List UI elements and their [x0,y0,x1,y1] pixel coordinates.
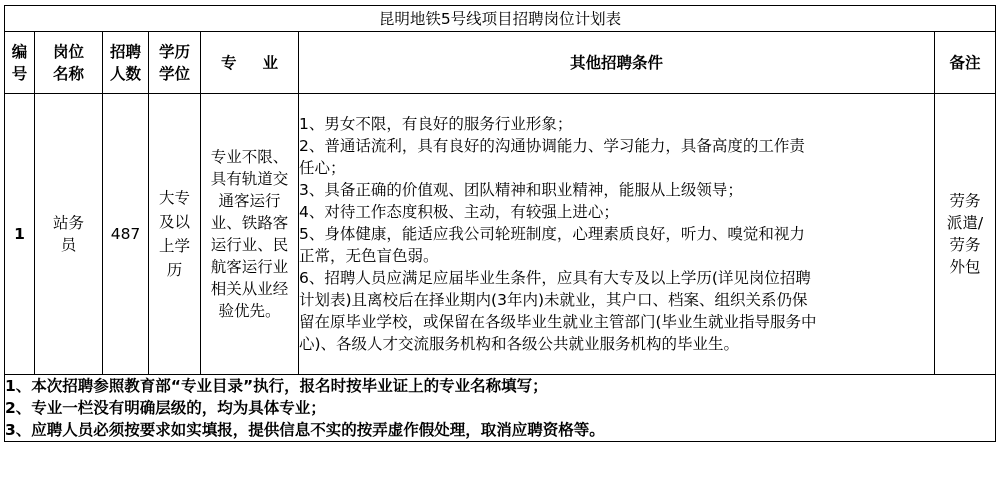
table-row [5,94,996,375]
requirement-line: 计划表)且离校后在择业期内(3年内)未就业，其户口、档案、组织关系仍保 [299,291,808,309]
notes-row [5,375,996,442]
requirement-line: 4、对待工作态度积极、主动，有较强上进心； [299,203,619,221]
header-remark: 备注 [935,32,996,94]
table-title: 昆明地铁5号线项目招聘岗位计划表 [5,6,996,32]
header-education: 学历 学位 [149,32,201,94]
notes-cell [5,375,996,442]
requirement-line: 正常，无色盲色弱。 [299,247,439,265]
requirement-line: 留在原毕业学校，或保留在各级毕业生就业主管部门(毕业生就业指导服务中 [299,313,817,331]
cell-position: 站务 员 [35,94,103,375]
cell-requirements [299,94,935,375]
requirement-line: 5、身体健康，能适应我公司轮班制度，心理素质良好，听力、嗅觉和视力 [299,225,805,243]
recruitment-table [4,5,996,442]
cell-education: 大专 及以 上学 历 [149,94,201,375]
cell-major: 专业不限、 具有轨道交 通客运行 业、铁路客 运行业、民 航客运行业 相关从业经 验优先。 [201,94,299,375]
header-other-conditions: 其他招聘条件 [299,32,935,94]
note-line: 1、本次招聘参照教育部“专业目录”执行，报名时按毕业证上的专业名称填写； [5,377,548,395]
requirement-line: 6、招聘人员应满足应届毕业生条件，应具有大专及以上学历(详见岗位招聘 [299,269,811,287]
requirement-line: 任心； [299,159,346,177]
cell-number: 1 [5,94,35,375]
note-line: 2、专业一栏没有明确层级的，均为具体专业； [5,399,326,417]
requirement-line: 心)、各级人才交流服务机构和各级公共就业服务机构的毕业生。 [299,335,740,353]
header-major: 专 业 [201,32,299,94]
cell-count: 487 [103,94,149,375]
header-row [5,32,996,94]
header-position: 岗位 名称 [35,32,103,94]
requirement-line: 2、普通话流利，具有良好的沟通协调能力、学习能力，具备高度的工作责 [299,137,805,155]
note-line: 3、应聘人员必须按要求如实填报，提供信息不实的按弄虚作假处理，取消应聘资格等。 [5,421,605,439]
requirement-line: 3、具备正确的价值观、团队精神和职业精神，能服从上级领导； [299,181,743,199]
header-count: 招聘 人数 [103,32,149,94]
title-row [5,6,996,32]
header-number: 编 号 [5,32,35,94]
requirement-line: 1、男女不限，有良好的服务行业形象； [299,115,573,133]
cell-remark: 劳务 派遣/ 劳务 外包 [935,94,996,375]
